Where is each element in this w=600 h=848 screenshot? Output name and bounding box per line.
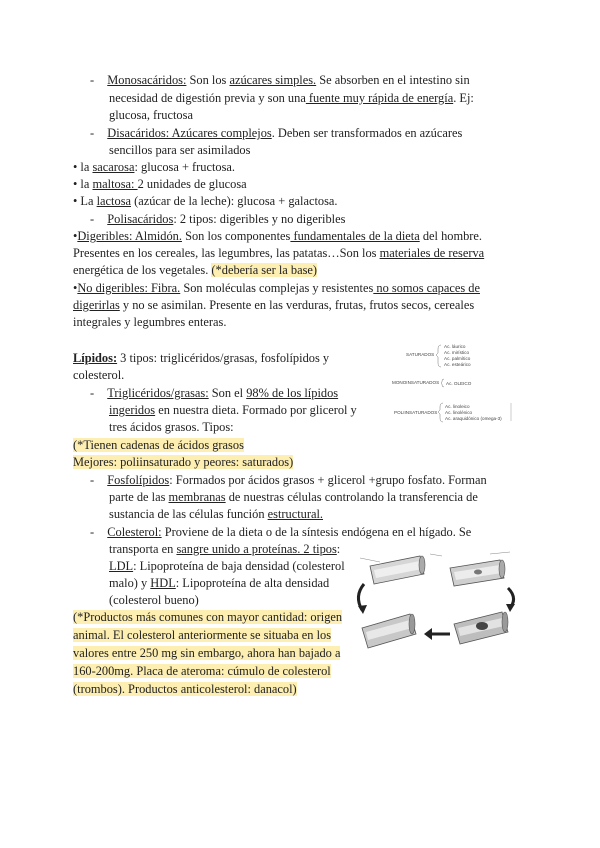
note2-line4 [73,663,331,680]
text: • la [73,160,93,174]
text-u: materiales de reserva [379,246,485,260]
col-line2 [109,541,340,558]
text: Son los componentes [181,229,291,243]
tri-line3: tres ácidos grasos. Tipos: [109,420,234,434]
text: de nuestras células controlando la transferencia de [225,490,478,504]
dash: - [90,212,95,226]
note2-line1 [73,609,342,626]
text: Son moléculas complejas y resistentes [180,281,374,295]
poli-label: POLIINSATURADOS [394,410,438,415]
fos-line1 [90,472,487,489]
highlight-note: (*Tienen cadenas de ácidos grasos [73,438,244,452]
nodig-line3: integrales y legumbres enteras. [73,315,227,329]
text: : Formados por ácidos grasos + glicerol +grupo fosfato. Forman [169,473,487,487]
saturados-label: SATURADOS [406,352,435,357]
highlight-note: Mejores: poliinsaturado y peores: saturados) [73,455,294,469]
mono-label: MONOINSATURADOS [392,380,440,385]
text-u: azúcares simples. [229,73,317,87]
dash: - [90,126,95,140]
text: : glucosa + fructosa. [134,160,236,174]
text: parte de las [109,490,169,504]
poli-item: Ac. linoleico [445,404,470,409]
text-u: HDL [150,576,176,590]
text: • La [73,194,97,208]
text: sustancia de las células función [109,507,268,521]
text: en nuestra dieta. Formado por glicerol y [155,403,357,417]
text-u: No digeribles: Fibra. [77,281,181,295]
sat-item: Ac. láurico [444,344,466,349]
text: necesidad de digestión previa y son una [109,91,306,105]
note2-line2 [73,627,331,644]
note2-line3 [73,645,340,662]
text: Son el [208,386,247,400]
note2-line5 [73,681,297,698]
text: . Ej: [453,91,474,105]
poli-item: Ac. linolénico [445,410,473,415]
disa-line2: sencillos para ser asimilados [109,143,251,157]
tri-line1 [90,385,338,402]
sat-item: Ac. mirístico [444,350,470,355]
text: : [336,542,341,556]
text: y no se asimilan. Presente en las verduras, frutas, frutos secos, cereales [119,298,475,312]
fatty-acid-diagram [392,343,520,433]
text: • la [73,177,93,191]
col-line5: (colesterol bueno) [109,593,199,607]
mono-item: Ac. OLEICO [446,381,472,386]
highlight-note: (*Productos más comunes con mayor cantidad: origen [73,610,343,624]
tri-line2 [109,402,357,419]
col-line1 [90,524,471,541]
note1-line1 [73,437,244,454]
highlight-note: 160-200mg. Placa de ateroma: cúmulo de colesterol [73,664,331,678]
poli-line [90,211,345,228]
sat-item: Ac. palmítico [444,356,471,361]
text-u: 98% de los lípidos [246,386,339,400]
text: Proviene de la dieta o de la síntesis endógena en el hígado. Se [161,525,472,539]
poli-item: Ac. araquidónico (omega-3) [445,416,502,421]
dig-line2 [73,245,484,262]
bullet-sacarosa [73,159,235,176]
nodig-line2 [73,297,474,314]
text-u: sacarosa [92,160,135,174]
dash: - [90,73,95,87]
dash: - [90,473,95,487]
bullet: • [73,281,78,295]
text-u: fundamentales de la dieta [290,229,420,243]
text: Son los [186,73,230,87]
mono-line3: glucosa, fructosa [109,108,193,122]
dig-line3 [73,262,317,279]
bullet-maltosa [73,176,247,193]
highlight-note: valores entre 250 mg sin embargo, ahora han bajado a [73,646,341,660]
text: malo) y [109,576,151,590]
disa-term: Disacáridos: Azúcares complejos [107,126,272,140]
text-u: estructural. [267,507,324,521]
text: energética de los vegetales. [73,263,212,277]
bullet-lactosa [73,193,338,210]
col-line3 [109,558,345,575]
text-u: Digeribles: Almidón. [77,229,182,243]
dash: - [90,386,95,400]
nodig-line1 [73,280,480,297]
lipidos-line2: colesterol. [73,368,125,382]
tri-term: Triglicéridos/grasas: [107,386,209,400]
fos-line2 [109,489,478,506]
dig-line1 [73,228,482,245]
text: : 2 tipos: digeribles y no digeribles [173,212,346,226]
text: 3 tipos: triglicéridos/grasas, fosfolípidos y [117,351,330,365]
text-u: ingeridos [109,403,156,417]
text-u: maltosa: [92,177,138,191]
note1-line2 [73,454,293,471]
text-u: fuente muy rápida de energía [305,91,454,105]
text: Presentes en los cereales, las legumbres, las patatas…Son los [73,246,380,260]
atheroma-illustration [350,548,522,670]
mono-line1 [90,72,470,89]
text: Se absorben en el intestino sin [316,73,470,87]
highlight-note: animal. El colesterol anteriormente se situaba en los [73,628,332,642]
mono-term: Monosacáridos: [107,73,187,87]
fos-line3 [109,506,323,523]
poli-term: Polisacáridos [107,212,174,226]
sat-item: Ac. esteárico [444,362,471,367]
text: (azúcar de la leche): glucosa + galactosa. [131,194,338,208]
text: : Lipoproteína de alta densidad [175,576,330,590]
text: : Lipoproteína de baja densidad (colesterol [133,559,345,573]
text: . Deben ser transformados en azúcares [271,126,463,140]
text: del hombre. [419,229,483,243]
text: transporta en [109,542,177,556]
disa-line1 [90,125,462,142]
fos-term: Fosfolípidos [107,473,170,487]
highlight-note: (trombos). Productos anticolesterol: danacol) [73,682,297,696]
highlight-note: (*debería ser la base) [211,263,318,277]
text-u: lactosa [96,194,132,208]
text-u: sangre unido a proteínas. 2 tipos [176,542,337,556]
col-line4 [109,575,329,592]
bullet: • [73,229,78,243]
lipidos-line1 [73,350,329,367]
mono-line2 [109,90,474,107]
text-u: membranas [168,490,226,504]
col-term: Colesterol: [107,525,162,539]
text-u: LDL [109,559,134,573]
lipidos-term: Lípidos: [73,351,118,365]
text-u: digerirlas [73,298,120,312]
dash: - [90,525,95,539]
text: 2 unidades de glucosa [137,177,247,191]
text-u: no somos capaces de [373,281,480,295]
